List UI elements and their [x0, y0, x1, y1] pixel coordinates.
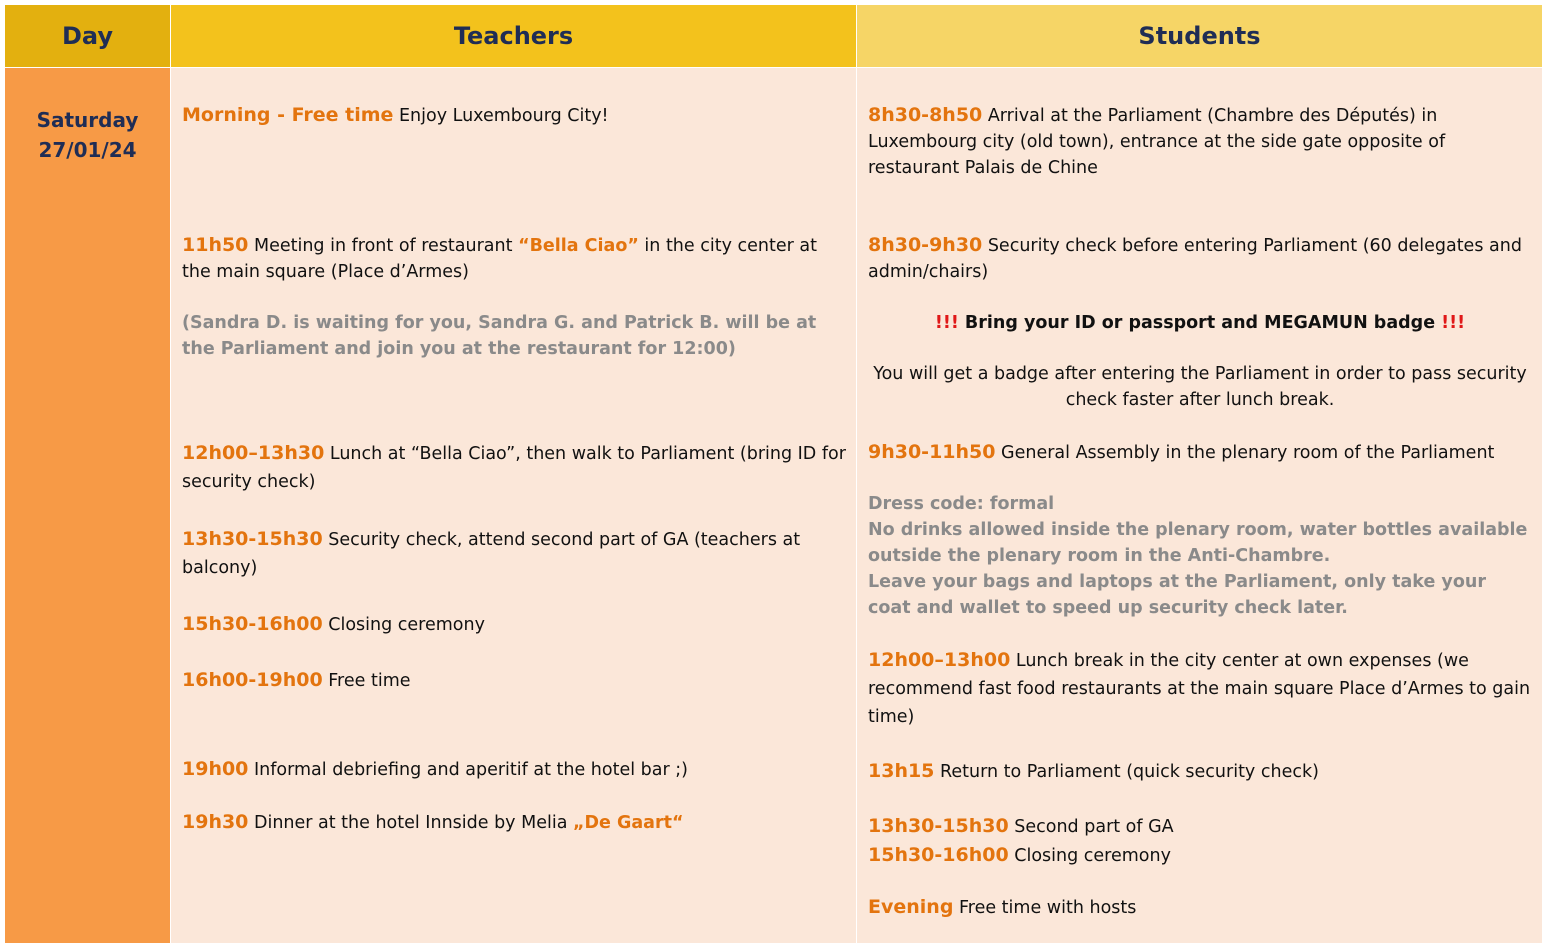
entry-text: Free time	[322, 671, 411, 691]
entry-time: 12h00–13h30	[182, 442, 325, 464]
warning-text: Bring your ID or passport and MEGAMUN badge	[958, 313, 1442, 333]
day-weekday: Saturday	[36, 108, 139, 132]
note-line: Dress code: formal	[868, 494, 1055, 514]
day-date: 27/01/24	[38, 138, 137, 162]
entry-time: 19h00	[182, 758, 249, 780]
entry-time: 8h30-8h50	[868, 104, 983, 126]
teachers-entry-debriefing	[182, 756, 846, 783]
schedule-line	[868, 841, 1532, 870]
entry-time: 16h00-19h00	[182, 669, 323, 691]
entry-text: Second part of GA	[1008, 817, 1174, 837]
header-students-label: Students	[1138, 22, 1261, 50]
teachers-entry-security	[182, 525, 846, 582]
entry-time: 8h30-9h30	[868, 234, 983, 256]
teachers-note: (Sandra D. is waiting for you, Sandra G. and Patrick B. will be at the Parliament and join you at the restaurant for 12:00)	[182, 313, 817, 359]
entry-text: Dinner at the hotel Innside by Melia	[248, 813, 573, 833]
entry-text: Meeting in front of restaurant	[248, 236, 519, 256]
header-teachers	[171, 5, 856, 67]
restaurant-name: “Bella Ciao”	[518, 236, 639, 256]
students-entry-lunch	[868, 646, 1532, 731]
note-line: No drinks allowed inside the plenary room, water bottles available outside the plenary room in the Anti-Chambre.	[868, 520, 1528, 566]
header-day-label: Day	[61, 22, 114, 50]
entry-time: 13h15	[868, 760, 935, 782]
warning-marks: !!!	[1441, 313, 1466, 333]
warning-marks: !!!	[934, 313, 959, 333]
students-column	[857, 68, 1542, 943]
entry-text: General Assembly in the plenary room of the Parliament	[995, 443, 1495, 463]
entry-time: Evening	[868, 896, 954, 918]
header-teachers-label: Teachers	[453, 22, 574, 50]
schedule-line	[868, 812, 1532, 841]
entry-text: Closing ceremony	[322, 615, 485, 635]
teachers-entry-morning	[182, 102, 846, 129]
header-day	[5, 5, 170, 67]
entry-time: 9h30-11h50	[868, 441, 996, 463]
students-entry-afternoon	[868, 812, 1532, 870]
teachers-entry-free	[182, 667, 846, 694]
entry-text: Lunch at “Bella Ciao”, then walk to Parliament (bring ID for security check)	[182, 444, 846, 492]
day-cell	[5, 105, 170, 165]
entry-time: 19h30	[182, 811, 249, 833]
entry-text: Security check before entering Parliament (60 delegates and admin/chairs)	[868, 236, 1522, 282]
entry-time: Morning - Free time	[182, 104, 394, 126]
day-column	[5, 68, 170, 943]
entry-text: in the city center at the main square (Place d’Armes)	[182, 236, 817, 282]
students-notes	[868, 491, 1532, 621]
students-entry-arrival	[868, 102, 1532, 181]
entry-text: Return to Parliament (quick security check)	[934, 762, 1319, 782]
header-students	[857, 5, 1542, 67]
entry-time: 11h50	[182, 234, 249, 256]
students-entry-return	[868, 758, 1532, 785]
students-badge-info: You will get a badge after entering the Parliament in order to pass security check faster after lunch break.	[873, 364, 1527, 410]
teachers-entry-closing	[182, 611, 846, 638]
entry-time: 13h30-15h30	[182, 528, 323, 550]
restaurant-name: „De Gaart“	[572, 813, 684, 833]
entry-time: 12h00–13h00	[868, 649, 1011, 671]
teachers-entry-lunch	[182, 439, 846, 496]
entry-text: Closing ceremony	[1008, 846, 1171, 866]
entry-text: Free time with hosts	[953, 898, 1137, 918]
entry-text: Enjoy Luxembourg City!	[393, 106, 609, 126]
entry-time: 15h30-16h00	[182, 613, 323, 635]
note-line: Leave your bags and laptops at the Parliament, only take your coat and wallet to speed up security check later.	[868, 572, 1486, 618]
teachers-entry-dinner	[182, 809, 846, 836]
entry-text: Lunch break in the city center at own expenses (we recommend fast food restaurants at the main square Place d’Armes to gain time)	[868, 651, 1531, 727]
teachers-column	[171, 68, 856, 943]
entry-text: Arrival at the Parliament (Chambre des Députés) in Luxembourg city (old town), entrance at the side gate opposite of restaurant Palais de Chine	[868, 106, 1446, 178]
entry-text: Informal debriefing and aperitif at the hotel bar ;)	[248, 760, 688, 780]
students-entry-security	[868, 232, 1532, 285]
entry-text: Security check, attend second part of GA (teachers at balcony)	[182, 530, 801, 578]
entry-time: 13h30-15h30	[868, 815, 1009, 837]
students-entry-evening	[868, 894, 1532, 921]
students-entry-assembly	[868, 439, 1532, 466]
teachers-entry-meeting	[182, 232, 846, 285]
schedule-table	[5, 5, 1542, 943]
students-warning	[868, 310, 1532, 336]
entry-time: 15h30-16h00	[868, 844, 1009, 866]
